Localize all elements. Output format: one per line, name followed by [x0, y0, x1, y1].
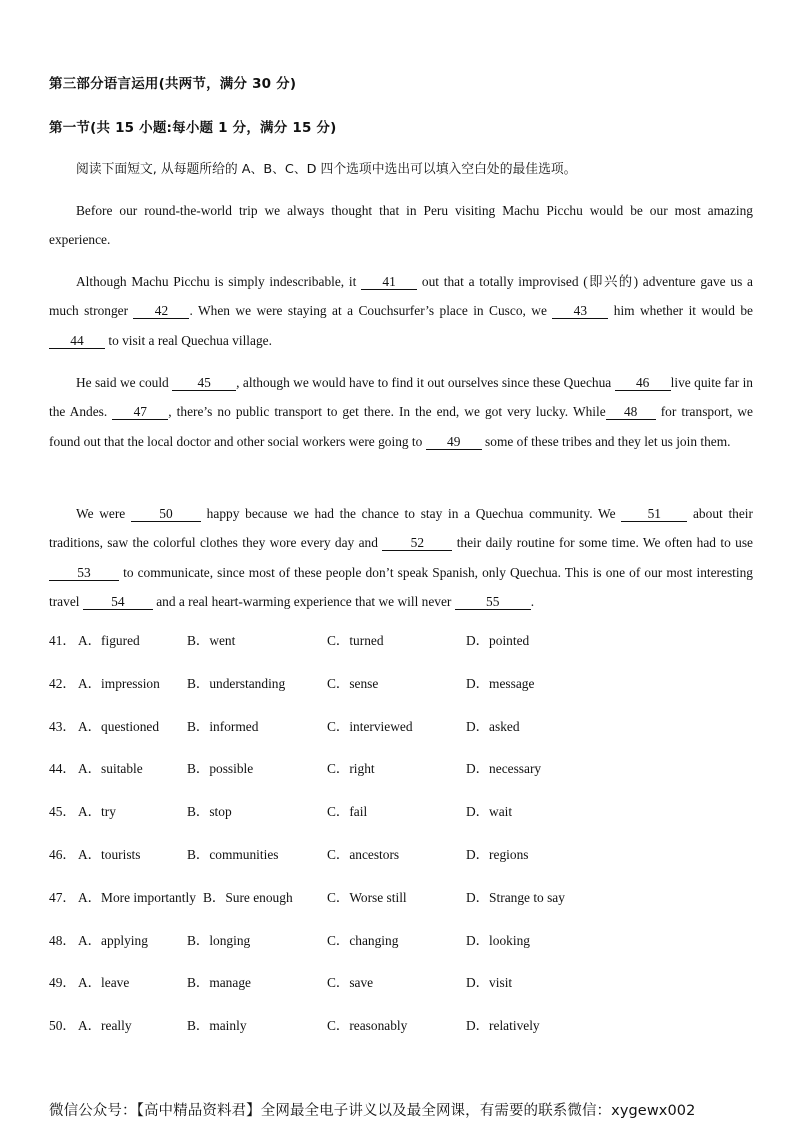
question-number: 45．	[49, 804, 76, 820]
blank-49: 49	[426, 434, 482, 450]
section-heading: 第三部分语言运用(共两节，满分 30 分)	[49, 76, 297, 92]
paragraph-text: their daily routine for some time. We often had to use	[452, 535, 753, 551]
option-a: A．More importantly	[78, 889, 196, 905]
blank-50: 50	[131, 506, 201, 522]
paragraph-text: .	[530, 593, 535, 609]
question-44	[49, 758, 769, 801]
option-a: A．impression	[78, 675, 160, 691]
option-a: A．applying	[78, 932, 148, 948]
question-number: 50．	[49, 1018, 76, 1034]
blank-48: 48	[606, 404, 656, 420]
paragraph-text: . When we were staying at a Couchsurfer’s place in Cusco, we	[189, 303, 553, 319]
blank-41: 41	[361, 274, 417, 290]
option-c: C．changing	[327, 932, 399, 948]
paragraph-text: him whether it would be	[608, 303, 753, 319]
paragraph-text: He said we could	[76, 375, 173, 390]
paragraph-text: , there’s no public transport to get there. In the end, we got very lucky. While	[168, 404, 606, 420]
blank-43: 43	[552, 303, 608, 319]
paragraph-text: to communicate, since most of these people don’t speak Spanish, only Quechua. This is one of our most interesting travel	[49, 564, 753, 609]
question-50	[49, 1015, 769, 1058]
passage-paragraph-2	[49, 267, 753, 355]
question-number: 48．	[49, 932, 76, 948]
option-c: C．interviewed	[327, 718, 413, 734]
blank-44: 44	[49, 333, 105, 349]
paragraph-text: happy because we had the chance to stay in a Quechua community. We	[200, 506, 622, 521]
passage-paragraph-4	[49, 499, 753, 616]
option-d: D．wait	[466, 804, 513, 820]
blank-53: 53	[49, 565, 119, 581]
option-c: C．reasonably	[327, 1018, 408, 1034]
paragraph-text: Before our round-the-world trip we always thought that in Peru visiting Machu Picchu would be our most amazing experience.	[49, 203, 753, 248]
question-number: 44．	[49, 761, 76, 777]
paragraph-text: Although Machu Picchu is simply indescribable, it	[76, 274, 362, 289]
question-42	[49, 673, 769, 716]
blank-45: 45	[172, 375, 236, 391]
option-c: C．fail	[327, 804, 368, 820]
blank-42: 42	[133, 303, 189, 319]
question-47	[49, 887, 769, 930]
question-number: 47．	[49, 889, 76, 905]
option-d: D．Strange to say	[466, 889, 565, 905]
question-number: 41．	[49, 633, 76, 648]
paragraph-text: out that a totally improvised (即兴的) adventure gave us a much stronger	[49, 274, 754, 319]
option-c: C．save	[327, 975, 374, 991]
option-c: C．sense	[327, 675, 379, 691]
option-d: D．necessary	[466, 761, 542, 777]
option-b: B．stop	[187, 804, 232, 820]
passage-paragraph-1	[49, 196, 753, 255]
paragraph-text: and a real heart-warming experience that we will never	[152, 593, 455, 609]
question-41	[49, 630, 769, 673]
subsection-heading: 第一节(共 15 小题:每小题 1 分，满分 15 分)	[49, 120, 337, 136]
question-list	[49, 630, 769, 1058]
paragraph-text: , although we would have to find it out ourselves since these Quechua	[236, 375, 615, 390]
option-d: D．message	[466, 675, 535, 691]
question-number: 46．	[49, 846, 76, 862]
blank-52: 52	[382, 535, 452, 551]
option-d: D．asked	[466, 718, 520, 734]
option-a: A．figured	[78, 633, 140, 648]
option-b: B．Sure enough	[203, 889, 293, 905]
blank-51: 51	[621, 506, 687, 522]
question-45	[49, 801, 769, 844]
option-d: D．regions	[466, 846, 529, 862]
paragraph-text: to visit a real Quechua village.	[105, 332, 272, 348]
paragraph-text: some of these tribes and they let us join them.	[481, 433, 731, 449]
option-b: B．possible	[187, 761, 254, 777]
paragraph-text: We were	[76, 506, 131, 521]
option-c: C．Worse still	[327, 889, 407, 905]
option-a: A．really	[78, 1018, 132, 1034]
option-a: A．suitable	[78, 761, 143, 777]
instructions: 阅读下面短文, 从每题所给的 A、B、C、D 四个选项中选出可以填入空白处的最佳选项。	[76, 162, 577, 177]
blank-55: 55	[455, 594, 531, 610]
question-48	[49, 930, 769, 973]
question-43	[49, 716, 769, 759]
option-d: D．pointed	[466, 633, 530, 648]
option-b: B．manage	[187, 975, 251, 991]
question-49	[49, 972, 769, 1015]
option-b: B．understanding	[187, 675, 286, 691]
blank-47: 47	[112, 404, 168, 420]
question-number: 42．	[49, 675, 76, 691]
option-d: D．relatively	[466, 1018, 540, 1034]
option-c: C．ancestors	[327, 846, 400, 862]
option-b: B．went	[187, 633, 236, 648]
blank-46: 46	[615, 375, 671, 391]
option-b: B．longing	[187, 932, 251, 948]
question-46	[49, 844, 769, 887]
paragraph-text: for transport, we found out that the local doctor and other social workers were going to	[49, 404, 753, 449]
paragraph-text: about their traditions, saw the colorful clothes they wore every day and	[49, 506, 753, 551]
option-b: B．mainly	[187, 1018, 247, 1034]
footer-watermark: 微信公众号：【高中精品资料君】全网最全电子讲义以及最全网课，有需要的联系微信：xygewx002	[49, 1103, 696, 1119]
option-a: A．tourists	[78, 846, 141, 862]
question-number: 43．	[49, 718, 76, 734]
option-a: A．try	[78, 804, 116, 820]
passage-paragraph-3	[49, 368, 753, 456]
option-b: B．informed	[187, 718, 259, 734]
question-number: 49．	[49, 975, 76, 991]
option-b: B．communities	[187, 846, 279, 862]
option-a: A．questioned	[78, 718, 160, 734]
option-c: C．turned	[327, 633, 384, 648]
option-d: D．looking	[466, 932, 530, 948]
option-c: C．right	[327, 761, 375, 777]
paragraph-text: live quite far in the Andes.	[49, 375, 753, 420]
blank-54: 54	[83, 594, 153, 610]
option-d: D．visit	[466, 975, 513, 991]
option-a: A．leave	[78, 975, 130, 991]
